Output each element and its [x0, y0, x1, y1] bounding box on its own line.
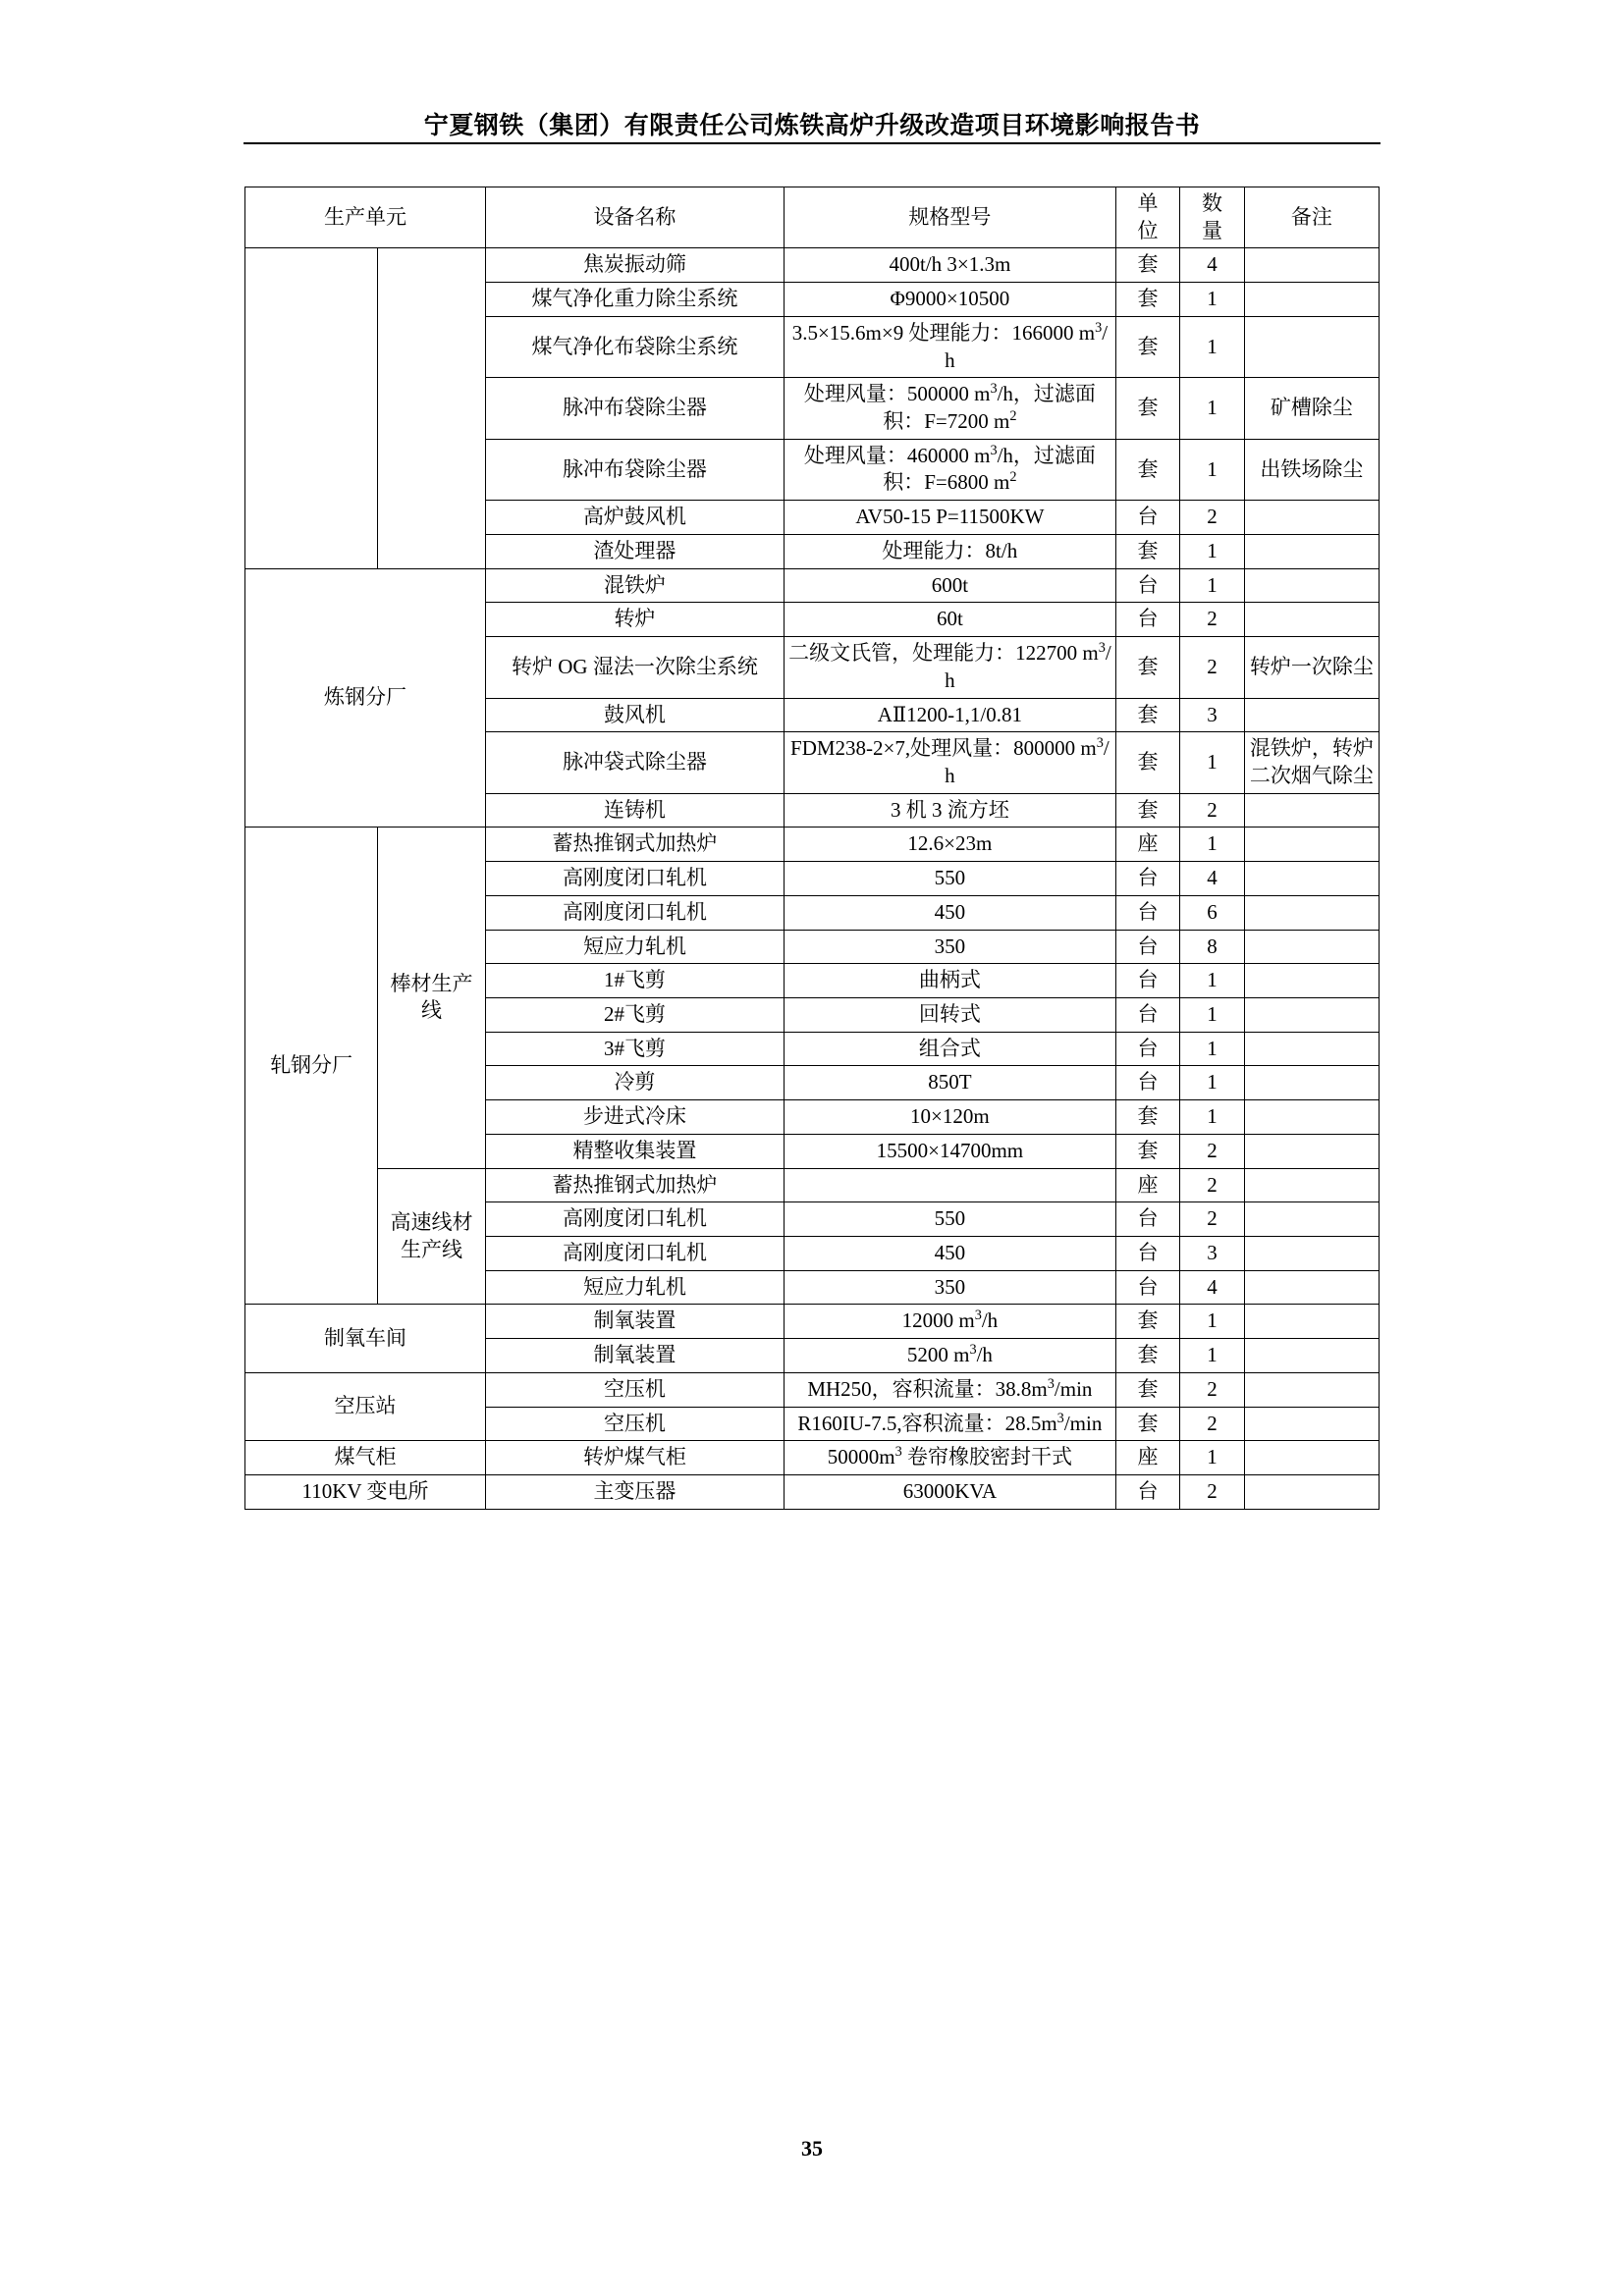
cell-equipment-name: 转炉 [485, 603, 784, 637]
table-header-row [245, 187, 1380, 248]
cell-subgroup: 棒材生产线 [378, 828, 486, 1168]
cell-equipment-name: 3#飞剪 [485, 1032, 784, 1066]
table-row [245, 1305, 1380, 1339]
page-number: 35 [801, 2136, 823, 2161]
cell-unit-of-measure: 套 [1115, 439, 1179, 500]
cell-note: 出铁场除尘 [1244, 439, 1379, 500]
cell-unit-of-measure: 台 [1115, 603, 1179, 637]
cell-note [1244, 1237, 1379, 1271]
cell-quantity: 1 [1180, 964, 1244, 998]
cell-unit-of-measure: 座 [1115, 1168, 1179, 1202]
cell-quantity: 4 [1180, 862, 1244, 896]
cell-equipment-name: 焦炭振动筛 [485, 248, 784, 283]
cell-unit-of-measure: 套 [1115, 534, 1179, 568]
cell-unit-of-measure: 台 [1115, 895, 1179, 930]
cell-note [1244, 568, 1379, 603]
cell-specification: 处理能力：8t/h [784, 534, 1115, 568]
cell-specification: 450 [784, 895, 1115, 930]
cell-unit-of-measure: 台 [1115, 964, 1179, 998]
cell-equipment-name: 制氧装置 [485, 1339, 784, 1373]
column-header-qty-line1: 数 [1201, 191, 1222, 215]
cell-note: 转炉一次除尘 [1244, 637, 1379, 698]
cell-specification: Φ9000×10500 [784, 283, 1115, 317]
cell-quantity: 2 [1180, 603, 1244, 637]
cell-equipment-name: 煤气净化布袋除尘系统 [485, 316, 784, 377]
table-row [245, 828, 1380, 862]
cell-note [1244, 1270, 1379, 1305]
cell-specification: 回转式 [784, 997, 1115, 1032]
cell-specification: 处理风量：500000 $m^3/h$，过滤面积：F=7200 $m^2$ [784, 378, 1115, 439]
table-row [245, 1168, 1380, 1202]
cell-unit-of-measure: 台 [1115, 1032, 1179, 1066]
header-divider [244, 142, 1380, 144]
cell-quantity: 1 [1180, 997, 1244, 1032]
cell-quantity: 1 [1180, 1100, 1244, 1135]
cell-quantity: 1 [1180, 568, 1244, 603]
cell-equipment-name: 1#飞剪 [485, 964, 784, 998]
cell-unit-of-measure: 台 [1115, 1237, 1179, 1271]
cell-specification: 组合式 [784, 1032, 1115, 1066]
cell-specification: AV50-15 P=11500KW [784, 501, 1115, 535]
cell-note [1244, 1372, 1379, 1407]
cell-equipment-name: 脉冲袋式除尘器 [485, 732, 784, 793]
cell-specification: 曲柄式 [784, 964, 1115, 998]
cell-specification: 12000 $m^3/h$ [784, 1305, 1115, 1339]
cell-unit-of-measure: 套 [1115, 248, 1179, 283]
cell-note [1244, 283, 1379, 317]
cell-note [1244, 1475, 1379, 1510]
cell-equipment-name: 短应力轧机 [485, 1270, 784, 1305]
cell-note [1244, 1407, 1379, 1441]
cell-specification [784, 1168, 1115, 1202]
cell-specification: 400t/h 3×1.3m [784, 248, 1115, 283]
cell-quantity: 1 [1180, 283, 1244, 317]
cell-quantity: 1 [1180, 1441, 1244, 1475]
cell-equipment-name: 渣处理器 [485, 534, 784, 568]
cell-equipment-name: 连铸机 [485, 793, 784, 828]
cell-quantity: 2 [1180, 1475, 1244, 1510]
cell-unit-of-measure: 套 [1115, 1372, 1179, 1407]
cell-equipment-name: 高刚度闭口轧机 [485, 895, 784, 930]
cell-note [1244, 316, 1379, 377]
cell-quantity: 4 [1180, 1270, 1244, 1305]
cell-note [1244, 997, 1379, 1032]
cell-specification: 350 [784, 930, 1115, 964]
cell-unit-of-measure: 套 [1115, 732, 1179, 793]
cell-quantity: 2 [1180, 1407, 1244, 1441]
cell-quantity: 1 [1180, 316, 1244, 377]
cell-specification: FDM238-2×7,处理风量：800000 $m^3/h$ [784, 732, 1115, 793]
cell-unit-of-measure: 座 [1115, 828, 1179, 862]
cell-equipment-name: 脉冲布袋除尘器 [485, 439, 784, 500]
cell-equipment-name: 转炉 OG 湿法一次除尘系统 [485, 637, 784, 698]
cell-quantity: 1 [1180, 534, 1244, 568]
column-header-spec: 规格型号 [784, 187, 1115, 248]
cell-equipment-name: 短应力轧机 [485, 930, 784, 964]
column-header-name: 设备名称 [485, 187, 784, 248]
cell-unit-of-measure: 套 [1115, 1100, 1179, 1135]
cell-equipment-name: 高刚度闭口轧机 [485, 1202, 784, 1237]
cell-equipment-name: 精整收集装置 [485, 1134, 784, 1168]
cell-equipment-name: 空压机 [485, 1372, 784, 1407]
cell-equipment-name: 脉冲布袋除尘器 [485, 378, 784, 439]
cell-note [1244, 930, 1379, 964]
cell-specification: 60t [784, 603, 1115, 637]
cell-quantity: 1 [1180, 732, 1244, 793]
cell-note [1244, 1100, 1379, 1135]
cell-quantity: 6 [1180, 895, 1244, 930]
cell-unit-of-measure: 套 [1115, 378, 1179, 439]
column-header-uom-line2: 位 [1137, 218, 1159, 242]
cell-unit-of-measure: 台 [1115, 1202, 1179, 1237]
column-header-unit: 生产单元 [245, 187, 486, 248]
cell-specification: 3.5×15.6m×9 处理能力：166000 $m^3/h$ [784, 316, 1115, 377]
cell-unit-of-measure: 台 [1115, 997, 1179, 1032]
cell-quantity: 1 [1180, 828, 1244, 862]
cell-unit-of-measure: 套 [1115, 1305, 1179, 1339]
equipment-table [244, 187, 1380, 1510]
page-header-title: 宁夏钢铁（集团）有限责任公司炼铁高炉升级改造项目环境影响报告书 [423, 113, 1201, 139]
cell-note [1244, 895, 1379, 930]
cell-equipment-name: 高刚度闭口轧机 [485, 862, 784, 896]
cell-production-unit: 炼钢分厂 [245, 568, 486, 828]
cell-production-unit [245, 248, 378, 568]
cell-production-unit: 110KV 变电所 [245, 1475, 486, 1510]
cell-note [1244, 1032, 1379, 1066]
cell-unit-of-measure: 套 [1115, 316, 1179, 377]
cell-production-unit: 轧钢分厂 [245, 828, 378, 1305]
cell-note [1244, 1066, 1379, 1100]
cell-note [1244, 1339, 1379, 1373]
cell-unit-of-measure: 套 [1115, 1339, 1179, 1373]
cell-equipment-name: 制氧装置 [485, 1305, 784, 1339]
cell-quantity: 2 [1180, 1202, 1244, 1237]
cell-specification: 12.6×23m [784, 828, 1115, 862]
cell-quantity: 2 [1180, 501, 1244, 535]
cell-specification: 3 机 3 流方坯 [784, 793, 1115, 828]
cell-specification: R160IU-7.5,容积流量：$28.5m^3/\min$ [784, 1407, 1115, 1441]
cell-quantity: 2 [1180, 793, 1244, 828]
table-row [245, 568, 1380, 603]
cell-specification: 600t [784, 568, 1115, 603]
cell-specification: 15500×14700mm [784, 1134, 1115, 1168]
cell-unit-of-measure: 台 [1115, 568, 1179, 603]
cell-unit-of-measure: 台 [1115, 1270, 1179, 1305]
cell-note [1244, 1305, 1379, 1339]
cell-note [1244, 603, 1379, 637]
cell-unit-of-measure: 座 [1115, 1441, 1179, 1475]
cell-equipment-name: 混铁炉 [485, 568, 784, 603]
equipment-table-wrapper [244, 187, 1380, 1510]
cell-quantity: 3 [1180, 1237, 1244, 1271]
cell-quantity: 2 [1180, 1168, 1244, 1202]
cell-note [1244, 964, 1379, 998]
equipment-table-body [245, 248, 1380, 1509]
cell-equipment-name: 2#飞剪 [485, 997, 784, 1032]
cell-specification: 63000KVA [784, 1475, 1115, 1510]
cell-equipment-name: 蓄热推钢式加热炉 [485, 828, 784, 862]
cell-equipment-name: 高炉鼓风机 [485, 501, 784, 535]
cell-unit-of-measure: 台 [1115, 501, 1179, 535]
cell-note [1244, 1441, 1379, 1475]
cell-specification: 二级文氏管，处理能力：122700 $m^3/h$ [784, 637, 1115, 698]
cell-quantity: 1 [1180, 1066, 1244, 1100]
cell-equipment-name: 步进式冷床 [485, 1100, 784, 1135]
cell-note [1244, 501, 1379, 535]
cell-specification: AⅡ1200-1,1/0.81 [784, 698, 1115, 732]
cell-equipment-name: 蓄热推钢式加热炉 [485, 1168, 784, 1202]
cell-unit-of-measure: 台 [1115, 930, 1179, 964]
cell-equipment-name: 主变压器 [485, 1475, 784, 1510]
cell-production-unit: 空压站 [245, 1372, 486, 1440]
cell-unit-of-measure: 套 [1115, 1407, 1179, 1441]
cell-quantity: 1 [1180, 1339, 1244, 1373]
column-header-uom [1115, 187, 1179, 248]
cell-note [1244, 1168, 1379, 1202]
cell-unit-of-measure: 台 [1115, 1066, 1179, 1100]
cell-quantity: 2 [1180, 1134, 1244, 1168]
column-header-qty [1180, 187, 1244, 248]
cell-quantity: 1 [1180, 1032, 1244, 1066]
cell-quantity: 1 [1180, 439, 1244, 500]
cell-quantity: 2 [1180, 637, 1244, 698]
cell-specification: 850T [784, 1066, 1115, 1100]
cell-equipment-name: 煤气净化重力除尘系统 [485, 283, 784, 317]
cell-note [1244, 1134, 1379, 1168]
cell-note: 混铁炉，转炉二次烟气除尘 [1244, 732, 1379, 793]
table-row [245, 248, 1380, 283]
cell-specification: 10×120m [784, 1100, 1115, 1135]
cell-equipment-name: 鼓风机 [485, 698, 784, 732]
cell-quantity: 1 [1180, 378, 1244, 439]
cell-production-unit: 制氧车间 [245, 1305, 486, 1372]
cell-specification: 350 [784, 1270, 1115, 1305]
cell-note: 矿槽除尘 [1244, 378, 1379, 439]
cell-equipment-name: 高刚度闭口轧机 [485, 1237, 784, 1271]
cell-equipment-name: 空压机 [485, 1407, 784, 1441]
cell-unit-of-measure: 套 [1115, 1134, 1179, 1168]
cell-subgroup [378, 248, 486, 568]
cell-note [1244, 793, 1379, 828]
cell-unit-of-measure: 套 [1115, 637, 1179, 698]
table-row [245, 1475, 1380, 1510]
column-header-note: 备注 [1244, 187, 1379, 248]
cell-specification: 550 [784, 862, 1115, 896]
cell-unit-of-measure: 台 [1115, 862, 1179, 896]
cell-note [1244, 1202, 1379, 1237]
cell-unit-of-measure: 台 [1115, 1475, 1179, 1510]
cell-equipment-name: 转炉煤气柜 [485, 1441, 784, 1475]
table-row [245, 1372, 1380, 1407]
cell-note [1244, 698, 1379, 732]
cell-unit-of-measure: 套 [1115, 283, 1179, 317]
cell-quantity: 8 [1180, 930, 1244, 964]
cell-specification: 550 [784, 1202, 1115, 1237]
cell-quantity: 4 [1180, 248, 1244, 283]
cell-unit-of-measure: 套 [1115, 698, 1179, 732]
cell-note [1244, 828, 1379, 862]
cell-unit-of-measure: 套 [1115, 793, 1179, 828]
cell-production-unit: 煤气柜 [245, 1441, 486, 1475]
cell-note [1244, 248, 1379, 283]
cell-specification: 5200 $m^3/h$ [784, 1339, 1115, 1373]
cell-subgroup: 高速线材生产线 [378, 1168, 486, 1305]
cell-note [1244, 534, 1379, 568]
cell-quantity: 3 [1180, 698, 1244, 732]
cell-specification: $50000m^3$ 卷帘橡胶密封干式 [784, 1441, 1115, 1475]
cell-note [1244, 862, 1379, 896]
cell-specification: 处理风量：460000 $m^3/h$，过滤面积：F=6800 $m^2$ [784, 439, 1115, 500]
column-header-uom-line1: 单 [1137, 191, 1159, 215]
table-row [245, 1441, 1380, 1475]
cell-quantity: 1 [1180, 1305, 1244, 1339]
cell-specification: 450 [784, 1237, 1115, 1271]
cell-equipment-name: 冷剪 [485, 1066, 784, 1100]
cell-quantity: 2 [1180, 1372, 1244, 1407]
cell-specification: MH250，容积流量：$38.8m^3/\min$ [784, 1372, 1115, 1407]
column-header-qty-line2: 量 [1201, 218, 1222, 242]
